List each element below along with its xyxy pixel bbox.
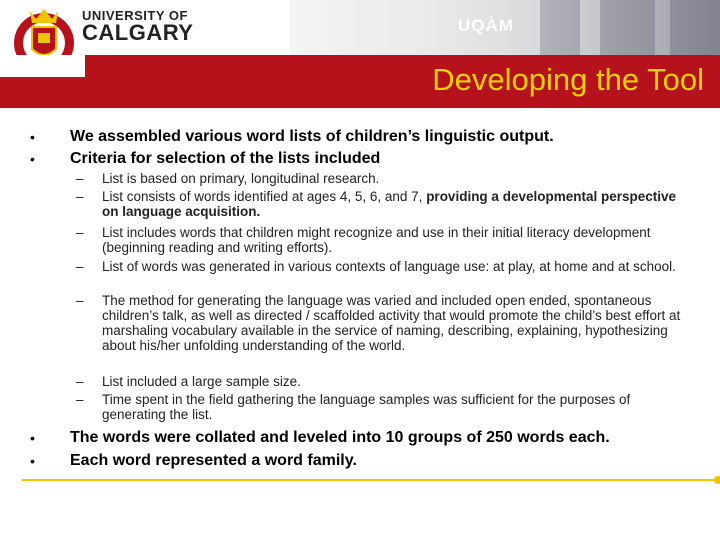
dash-marker: – — [76, 259, 84, 274]
bullet-text: The words were collated and leveled into 10 groups of 250 words each. — [70, 429, 610, 446]
university-name-line2: CALGARY — [82, 20, 194, 45]
dash-marker: – — [76, 392, 84, 407]
university-logo — [0, 0, 290, 55]
uqam-logo: UQÀM — [458, 16, 514, 35]
divider-endpoint — [714, 476, 720, 484]
bullet-marker: • — [30, 453, 35, 469]
footer-divider — [22, 479, 720, 481]
dash-marker: – — [76, 293, 84, 308]
photo-figure — [600, 0, 655, 55]
sub-bullet-text: Time spent in the field gathering the language samples was sufficient for the purposes of generating the list. — [102, 392, 631, 422]
header-photo-banner — [290, 0, 720, 55]
logo-overlap — [0, 55, 85, 77]
dash-marker: – — [76, 189, 84, 204]
dash-marker: – — [76, 225, 84, 240]
photo-figure — [670, 0, 720, 55]
bullet-text: We assembled various word lists of children’s linguistic output. — [70, 128, 554, 145]
sub-bullet-text: List is based on primary, longitudinal research. — [102, 171, 380, 186]
sub-bullet-text: The method for generating the language was varied and included open ended, spontaneous children’s talk, as well as directed / scaffolded activity that would promote the child’s best effort at marshaling vocabulary available in the service of naming, describing, explaining, hypothesizing about his/her unfolding understanding of the world. — [102, 293, 681, 353]
dash-marker: – — [76, 374, 84, 389]
dash-marker: – — [76, 171, 84, 186]
bullet-text: Criteria for selection of the lists included — [70, 150, 381, 167]
sub-bullet-text: List includes words that children might recognize and use in their initial literacy development (beginning reading and writing efforts). — [102, 225, 651, 255]
sub-bullet-text: List consists of words identified at ages 4, 5, 6, and 7, providing a developmental perspective on language acquisition. — [102, 189, 677, 219]
photo-figure — [540, 0, 580, 55]
university-name-line1: UNIVERSITY OF — [82, 8, 188, 23]
sub-bullet-text: List of words was generated in various contexts of language use: at play, at home and at school. — [102, 259, 676, 274]
bullet-text: Each word represented a word family. — [70, 452, 357, 469]
slide-header — [0, 0, 720, 108]
bullet-marker: • — [30, 151, 35, 167]
bullet-marker: • — [30, 430, 35, 446]
bullet-marker: • — [30, 129, 35, 145]
emphasis-text: providing a developmental perspective on language acquisition. — [102, 189, 677, 219]
slide-title: Developing the Tool — [432, 62, 704, 97]
sub-bullet-text: List included a large sample size. — [102, 374, 301, 389]
